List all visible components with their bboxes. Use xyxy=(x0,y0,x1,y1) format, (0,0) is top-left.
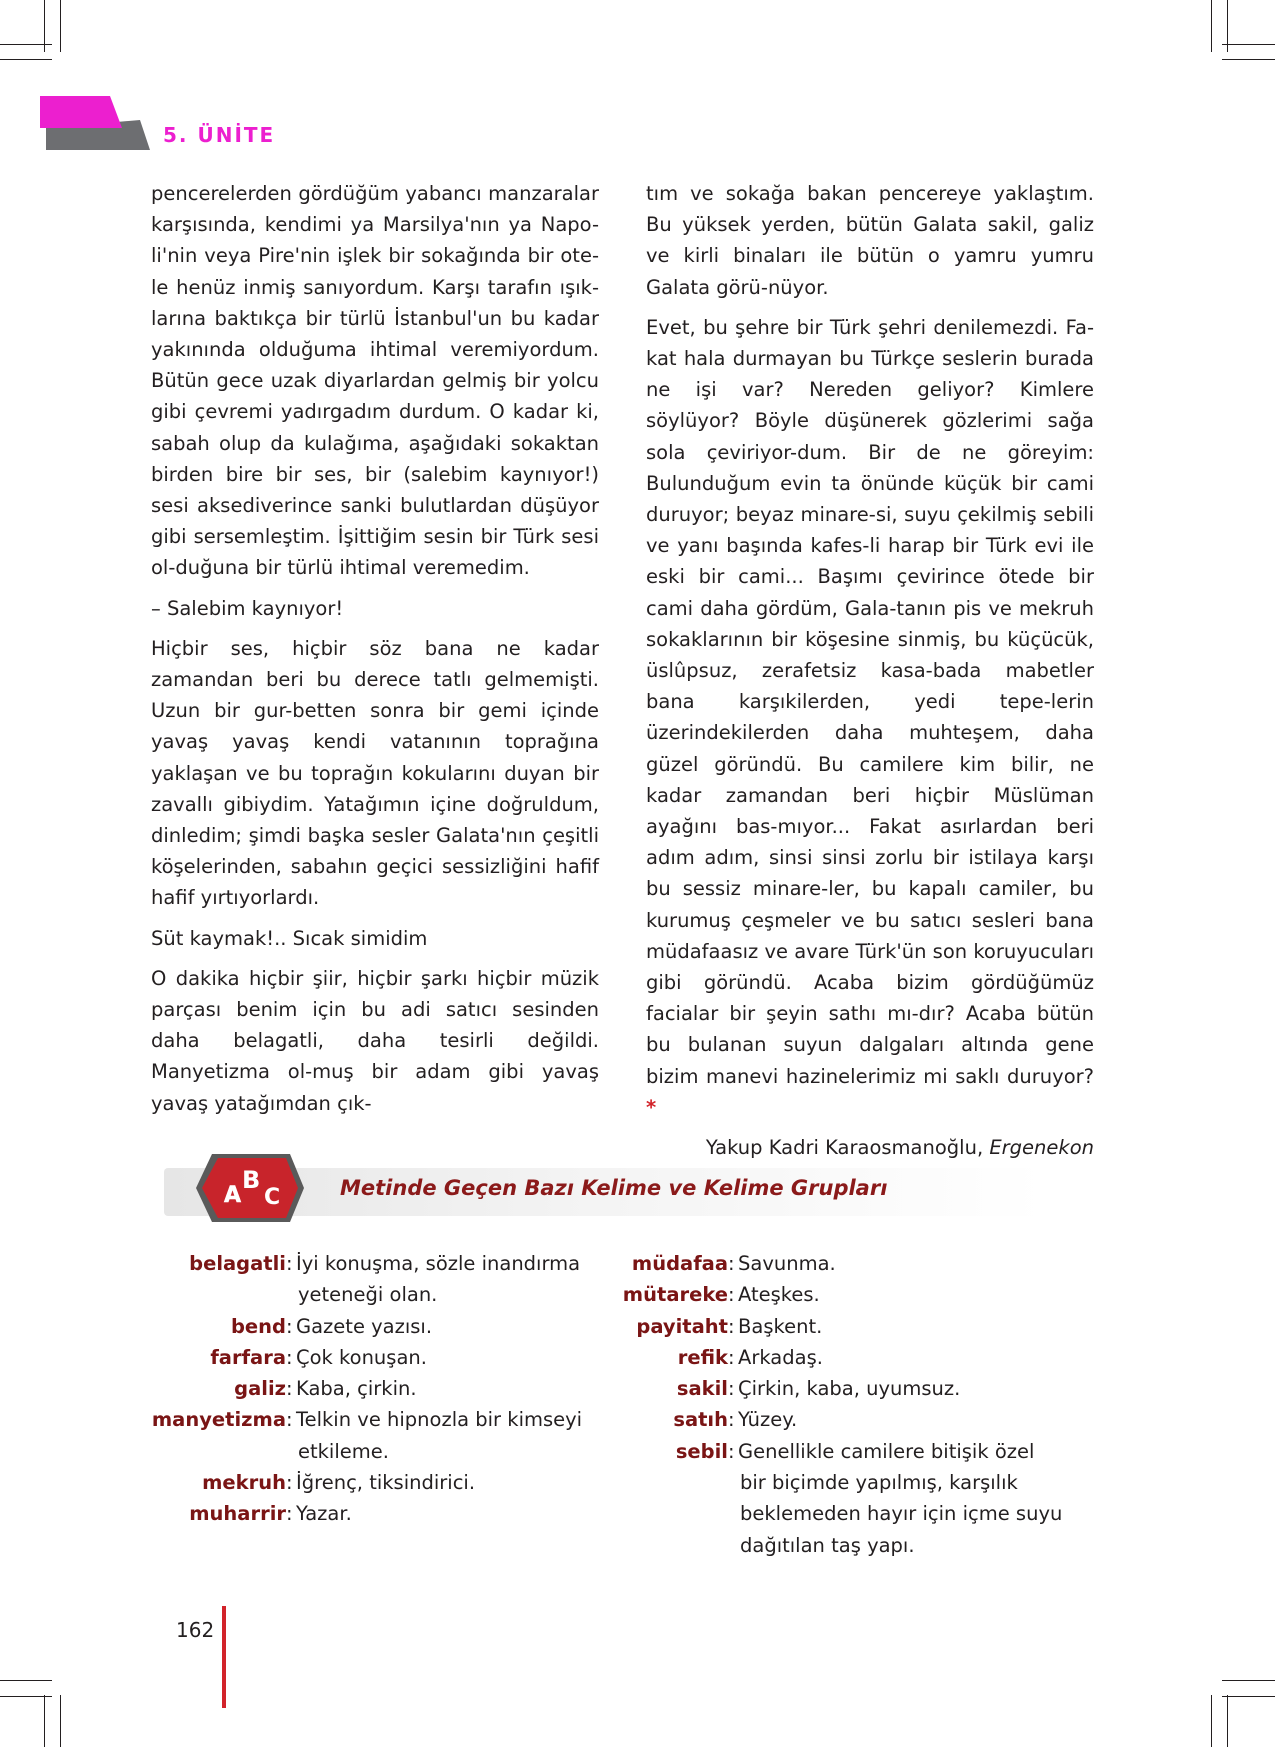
glossary-header xyxy=(150,1148,1090,1238)
text-line: li'nin veya Pire'nin işlek bir sokağında bir ote- xyxy=(151,244,599,268)
text-line: Evet, bu şehre bir Türk şehri denilemezdi. Fa- xyxy=(646,315,1094,339)
glossary-term: mekruh xyxy=(202,1471,286,1495)
glossary-definition xyxy=(296,1498,352,1529)
definition-line: bir biçimde yapılmış, karşılık xyxy=(740,1471,1018,1495)
text-line: altında gene bizim manevi hazinelerimiz mi xyxy=(646,1033,1094,1088)
definition-line: Çirkin, kaba, uyumsuz. xyxy=(738,1377,961,1401)
definition-line: Ateşkes. xyxy=(738,1283,820,1307)
abc-icon xyxy=(190,1148,308,1228)
glossary-entry xyxy=(140,1373,582,1404)
text-line: sabah olup da kulağıma, aşağıdaki sokaktan xyxy=(151,431,599,455)
glossary-definition xyxy=(738,1279,820,1310)
crop-mark xyxy=(0,59,52,60)
text-line: beri bu derece tatlı gelmemişti. Uzun bir gur- xyxy=(151,668,599,723)
text-line: ler, bu kapalı camiler, bu kurumuş çeşmeler xyxy=(646,877,1094,932)
text-line: – Salebim kaynıyor! xyxy=(151,596,344,620)
text-line: nüyor. xyxy=(767,275,829,299)
text-line: binaları ile bütün o yamru yumru Galata görü- xyxy=(646,244,1094,299)
glossary-colon: : xyxy=(728,1314,735,1338)
glossary-term: farfara xyxy=(210,1345,286,1369)
glossary-colon: : xyxy=(286,1345,293,1369)
glossary-definition xyxy=(296,1404,582,1467)
definition-line: Başkent. xyxy=(738,1314,823,1338)
text-line: larına baktıkça bir türlü İstanbul'un bu kadar xyxy=(151,306,599,330)
glossary-term: mütareke xyxy=(622,1283,728,1307)
glossary-term: sakil xyxy=(676,1377,728,1401)
glossary-entry xyxy=(610,1373,1062,1404)
text-line: zamandan beri hiçbir Müslüman ayağını bas- xyxy=(646,783,1094,839)
glossary-colon: : xyxy=(286,1314,293,1338)
text-line: içine doğruldum, dinledim; şimdi başka sesler xyxy=(151,792,599,848)
crop-mark xyxy=(44,1695,45,1747)
svg-text:B: B xyxy=(242,1166,261,1194)
unit-label: 5. ÜNİTE xyxy=(163,123,276,147)
glossary-definition xyxy=(738,1248,836,1279)
text-line: Galata'nın çeşitli köşelerinden, sabahın geçici xyxy=(151,824,599,879)
text-line: parçası benim için bu adi satıcı sesinden daha xyxy=(151,998,599,1053)
text-line: Süt kaymak!.. Sıcak simidim xyxy=(151,926,428,950)
glossary-colon: : xyxy=(728,1377,735,1401)
text-line: le henüz inmiş sanıyordum. Karşı tarafın ışık- xyxy=(151,275,599,299)
text-line: bizim gördüğümüz facialar bir şeyin sathı mı- xyxy=(646,971,1094,1026)
definition-line: Telkin ve hipnozla bir kimseyi xyxy=(296,1408,583,1432)
definition-line: Savunma. xyxy=(738,1252,836,1275)
text-line: bada mabetler bana karşıkilerden, yedi tepe- xyxy=(646,659,1094,714)
glossary-term: satıh xyxy=(673,1408,728,1432)
glossary-term: refik xyxy=(677,1345,728,1369)
definition-line: Kaba, çirkin. xyxy=(296,1377,417,1401)
text-line: tım ve sokağa bakan pencereye yaklaştım. Bu xyxy=(646,182,1094,237)
glossary-entry xyxy=(140,1248,582,1311)
text-line: belagatli, daha tesirli değildi. Manyetizma ol- xyxy=(151,1029,599,1084)
text-line: muş bir adam gibi yavaş yavaş yatağımdan çık- xyxy=(151,1060,599,1115)
crop-mark xyxy=(1211,1695,1212,1747)
text-line: Bütün gece uzak diyarlardan gelmiş bir yolcu xyxy=(151,369,599,393)
glossary-entry xyxy=(610,1436,1062,1561)
crop-mark xyxy=(0,1696,52,1697)
glossary-term: müdafaa xyxy=(631,1252,728,1275)
text-line: önünde küçük bir cami duruyor; beyaz minare- xyxy=(646,471,1094,527)
definition-line: etkileme. xyxy=(298,1439,389,1463)
glossary-left-column xyxy=(140,1248,582,1530)
crop-mark xyxy=(0,44,52,45)
text-line: sinsi zorlu bir istilaya karşı bu sessiz minare- xyxy=(646,846,1094,901)
text-line: aksediverince sanki bulutlardan düşüyor gibi xyxy=(151,494,599,549)
glossary-definition xyxy=(296,1311,432,1342)
glossary-colon: : xyxy=(286,1252,293,1275)
text-line: tanın pis ve mekruh sokaklarının bir köşesine xyxy=(646,596,1094,651)
glossary-right-column xyxy=(610,1248,1062,1561)
definition-line: yeteneği olan. xyxy=(298,1283,438,1307)
definition-line: dağıtılan taş yapı. xyxy=(740,1533,915,1557)
text-line: si, suyu çekilmiş sebili ve yanı başında kafes- xyxy=(646,503,1094,558)
glossary-definition xyxy=(738,1436,1062,1561)
text-line: duğuna bir türlü ihtimal veremedim. xyxy=(175,556,530,580)
glossary-term: belagatli xyxy=(189,1252,286,1275)
glossary-entry xyxy=(140,1404,582,1467)
definition-line: Genellikle camilere bitişik özel xyxy=(738,1439,1035,1463)
text-line: vatanının toprağına yaklaşan ve bu toprağın xyxy=(151,730,599,785)
glossary-definition xyxy=(296,1467,475,1498)
glossary-definition xyxy=(296,1342,427,1373)
crop-mark xyxy=(1222,1680,1275,1681)
text-line: yakınında olduğuma ihtimal veremiyordum. xyxy=(151,338,599,362)
paragraph xyxy=(151,963,599,1119)
crop-mark xyxy=(0,1680,52,1681)
paragraph xyxy=(151,178,599,584)
glossary-entry xyxy=(610,1279,1062,1310)
text-line: betten sonra bir gemi içinde yavaş yavaş kendi xyxy=(151,699,599,754)
glossary-colon: : xyxy=(286,1502,293,1526)
definition-line: Yüzey. xyxy=(738,1408,798,1432)
text-line: Böyle düşünerek gözlerimi sağa sola çeviriyor- xyxy=(646,409,1094,464)
text-line: mıyor... Fakat asırlardan beri adım adım, sinsi xyxy=(646,815,1095,870)
attribution-author: Yakup Kadri Karaosmanoğlu, xyxy=(705,1136,990,1160)
definition-line: Çok konuşan. xyxy=(296,1345,427,1369)
glossary-entry xyxy=(610,1311,1062,1342)
glossary-colon: : xyxy=(728,1439,735,1463)
text-line: çevirince ötede bir cami daha gördüm, Gala- xyxy=(646,565,1094,620)
glossary-entry xyxy=(140,1467,582,1498)
glossary-term: galiz xyxy=(234,1377,286,1401)
glossary-colon: : xyxy=(286,1377,293,1401)
glossary-definition xyxy=(738,1342,823,1373)
glossary-entry xyxy=(140,1498,582,1529)
text-line: ne işi var? Nereden geliyor? Kimlere söylüyor? xyxy=(646,378,1094,433)
text-line: güzel göründü. Bu camilere kim bilir, ne kadar xyxy=(646,752,1094,807)
page-number: 162 xyxy=(176,1618,215,1642)
crop-mark xyxy=(1222,44,1275,45)
glossary-entry xyxy=(610,1404,1062,1435)
glossary-term: payitaht xyxy=(636,1314,728,1338)
left-text-column xyxy=(151,178,599,1128)
text-line: kokularını duyan bir zavallı gibiydim. Yatağımın xyxy=(151,761,600,816)
crop-mark xyxy=(1211,0,1212,52)
glossary-colon: : xyxy=(286,1408,293,1432)
text-line: sessizliğini hafif hafif yırtıyorlardı. xyxy=(151,855,599,910)
glossary-definition xyxy=(738,1373,960,1404)
text-line: karşısında, kendimi ya Marsilya'nın ya Napo- xyxy=(151,213,599,237)
text-line: li harap bir Türk evi ile eski bir cami... Başımı xyxy=(646,534,1094,589)
text-line: ve bu satıcı sesleri bana müdafaasız ve avare xyxy=(646,908,1094,963)
text-line: yüksek yerden, bütün Galata sakil, galiz ve kirli xyxy=(646,213,1094,268)
text-line: dum. Bir de ne göreyim: Bulunduğum evin ta xyxy=(646,440,1095,495)
text-line: dır? Acaba bütün bu bulanan suyun dalgaları xyxy=(646,1002,1094,1057)
glossary-definition xyxy=(738,1311,822,1342)
glossary-title: Metinde Geçen Bazı Kelime ve Kelime Grupları xyxy=(340,1176,888,1200)
crop-mark xyxy=(1222,59,1275,60)
svg-text:C: C xyxy=(264,1185,281,1210)
definition-line: Yazar. xyxy=(296,1502,352,1526)
definition-line: Arkadaş. xyxy=(738,1345,823,1369)
text-line: birden bire bir ses, bir (salebim kaynıyor!) sesi xyxy=(151,462,599,518)
text-line: pencerelerden gördüğüm yabancı manzaralar xyxy=(151,182,599,205)
glossary-entry xyxy=(140,1342,582,1373)
footnote-mark: * xyxy=(646,1095,657,1119)
text-line: lerin üzerindekilerden daha muhteşem, daha xyxy=(646,690,1094,745)
crop-mark xyxy=(60,1695,61,1747)
glossary-colon: : xyxy=(728,1345,735,1369)
definition-line: İğrenç, tiksindirici. xyxy=(296,1471,476,1495)
svg-text:A: A xyxy=(224,1183,242,1208)
paragraph xyxy=(646,178,1094,303)
crop-mark xyxy=(1227,1695,1228,1747)
attribution-work: Ergenekon xyxy=(989,1136,1094,1160)
paragraph xyxy=(151,593,599,624)
glossary-definition xyxy=(738,1404,797,1435)
crop-mark xyxy=(1222,1696,1275,1697)
glossary-term: muharrir xyxy=(189,1502,286,1526)
glossary-term: sebil xyxy=(675,1439,728,1463)
text-line: saklı duruyor? xyxy=(955,1064,1094,1088)
paragraph xyxy=(646,312,1094,1123)
glossary-colon: : xyxy=(728,1283,735,1307)
unit-tab-graphic xyxy=(40,94,150,150)
page-number-bar xyxy=(222,1606,226,1708)
right-text-column xyxy=(646,178,1094,1163)
paragraph xyxy=(151,923,599,954)
text-line: O dakika hiçbir şiir, hiçbir şarkı hiçbir müzik xyxy=(151,966,599,990)
glossary-entry xyxy=(140,1311,582,1342)
text-line: sinmiş, bu küçücük, üslûpsuz, zerafetsiz kasa- xyxy=(646,627,1095,683)
definition-line: İyi konuşma, sözle inandırma xyxy=(296,1252,581,1275)
crop-mark xyxy=(60,0,61,52)
definition-line: beklemeden hayır için içme suyu xyxy=(740,1502,1063,1526)
glossary-term: manyetizma xyxy=(151,1408,286,1432)
text-line: sersemleştim. İşittiğim sesin bir Türk sesi ol- xyxy=(151,525,599,580)
text-line: Hiçbir ses, hiçbir söz bana ne kadar zamandan xyxy=(151,636,599,692)
glossary-definition xyxy=(296,1373,417,1404)
glossary-entry xyxy=(610,1248,1062,1279)
paragraph xyxy=(151,633,599,914)
text-line: gibi çevremi yadırgadım durdum. O kadar ki, xyxy=(151,400,599,424)
text-line: kat hala durmayan bu Türkçe seslerin burada xyxy=(646,347,1094,371)
glossary-definition xyxy=(296,1248,580,1311)
glossary-entry xyxy=(610,1342,1062,1373)
definition-line: Gazete yazısı. xyxy=(296,1314,433,1338)
glossary-colon: : xyxy=(728,1408,735,1432)
glossary-term: bend xyxy=(230,1314,286,1338)
text-line: Türk'ün son koruyucuları gibi göründü. Acaba xyxy=(646,939,1095,995)
glossary-colon: : xyxy=(286,1471,293,1495)
glossary-colon: : xyxy=(728,1252,735,1275)
